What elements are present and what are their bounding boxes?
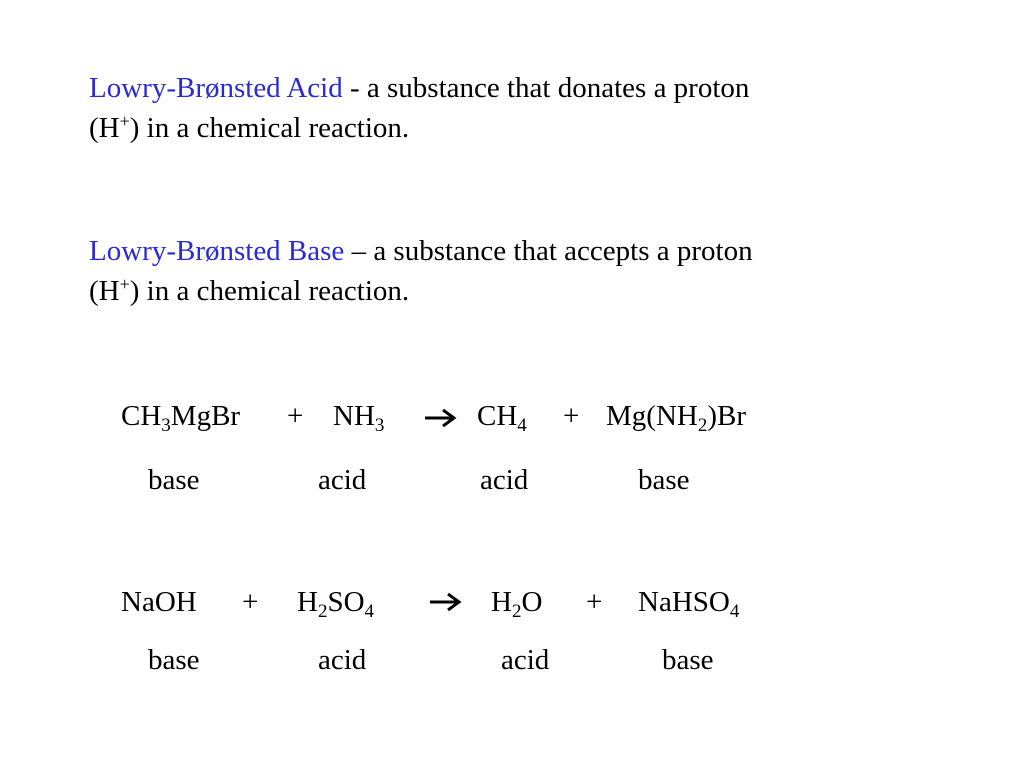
reaction1-reactant1: $CH_3MgBr$ <box>121 400 241 436</box>
reaction1-label-3: acid <box>480 464 529 496</box>
base-definition-line2 <box>89 271 989 311</box>
reaction1-product2: $Mg(NH_2)Br$ <box>606 400 747 436</box>
reaction2-plus2: + <box>586 586 603 618</box>
acid-definition <box>89 68 989 148</box>
reaction1-label-4: base <box>638 464 690 496</box>
base-definition-text-end: ) in a chemical reaction. <box>129 275 410 307</box>
reaction1-plus2: + <box>563 400 580 432</box>
acid-definition-text-end: ) in a chemical reaction. <box>129 112 410 144</box>
reaction2-product2: NaHSO$_4$ <box>638 586 740 622</box>
acid-definition-text: - a substance that donates a proton <box>342 72 750 104</box>
base-definition <box>89 231 989 311</box>
proton-charge: + <box>119 111 130 131</box>
reaction2-product1: $H_2O$ <box>491 586 543 622</box>
proton-charge: + <box>119 274 130 294</box>
reaction1-label-1: base <box>148 464 200 496</box>
reaction2-label-4: base <box>662 644 714 676</box>
right-arrow-icon <box>423 408 457 428</box>
base-definition-line1 <box>89 231 989 271</box>
reaction1-product1: $CH_4$ <box>477 400 527 436</box>
reaction2-label-2: acid <box>318 644 367 676</box>
reaction2-plus1: + <box>242 586 259 618</box>
reaction2-label-3: acid <box>501 644 550 676</box>
reaction1-plus1: + <box>287 400 304 432</box>
base-definition-text: – a substance that accepts a proton <box>344 235 753 267</box>
proton-symbol: (H <box>89 275 120 307</box>
reaction2-reactant1: NaOH <box>121 586 197 618</box>
reaction1-reactant2: $NH_3$ <box>333 400 385 436</box>
acid-term: Lowry-Brønsted Acid <box>89 72 343 104</box>
acid-definition-line2 <box>89 108 989 148</box>
reaction1-label-2: acid <box>318 464 367 496</box>
base-term: Lowry-Brønsted Base <box>89 235 345 267</box>
proton-symbol: (H <box>89 112 120 144</box>
right-arrow-icon <box>428 592 462 612</box>
acid-definition-line1 <box>89 68 989 108</box>
reaction2-reactant2: $H_2SO_4$ <box>297 586 375 622</box>
reaction2-label-1: base <box>148 644 200 676</box>
